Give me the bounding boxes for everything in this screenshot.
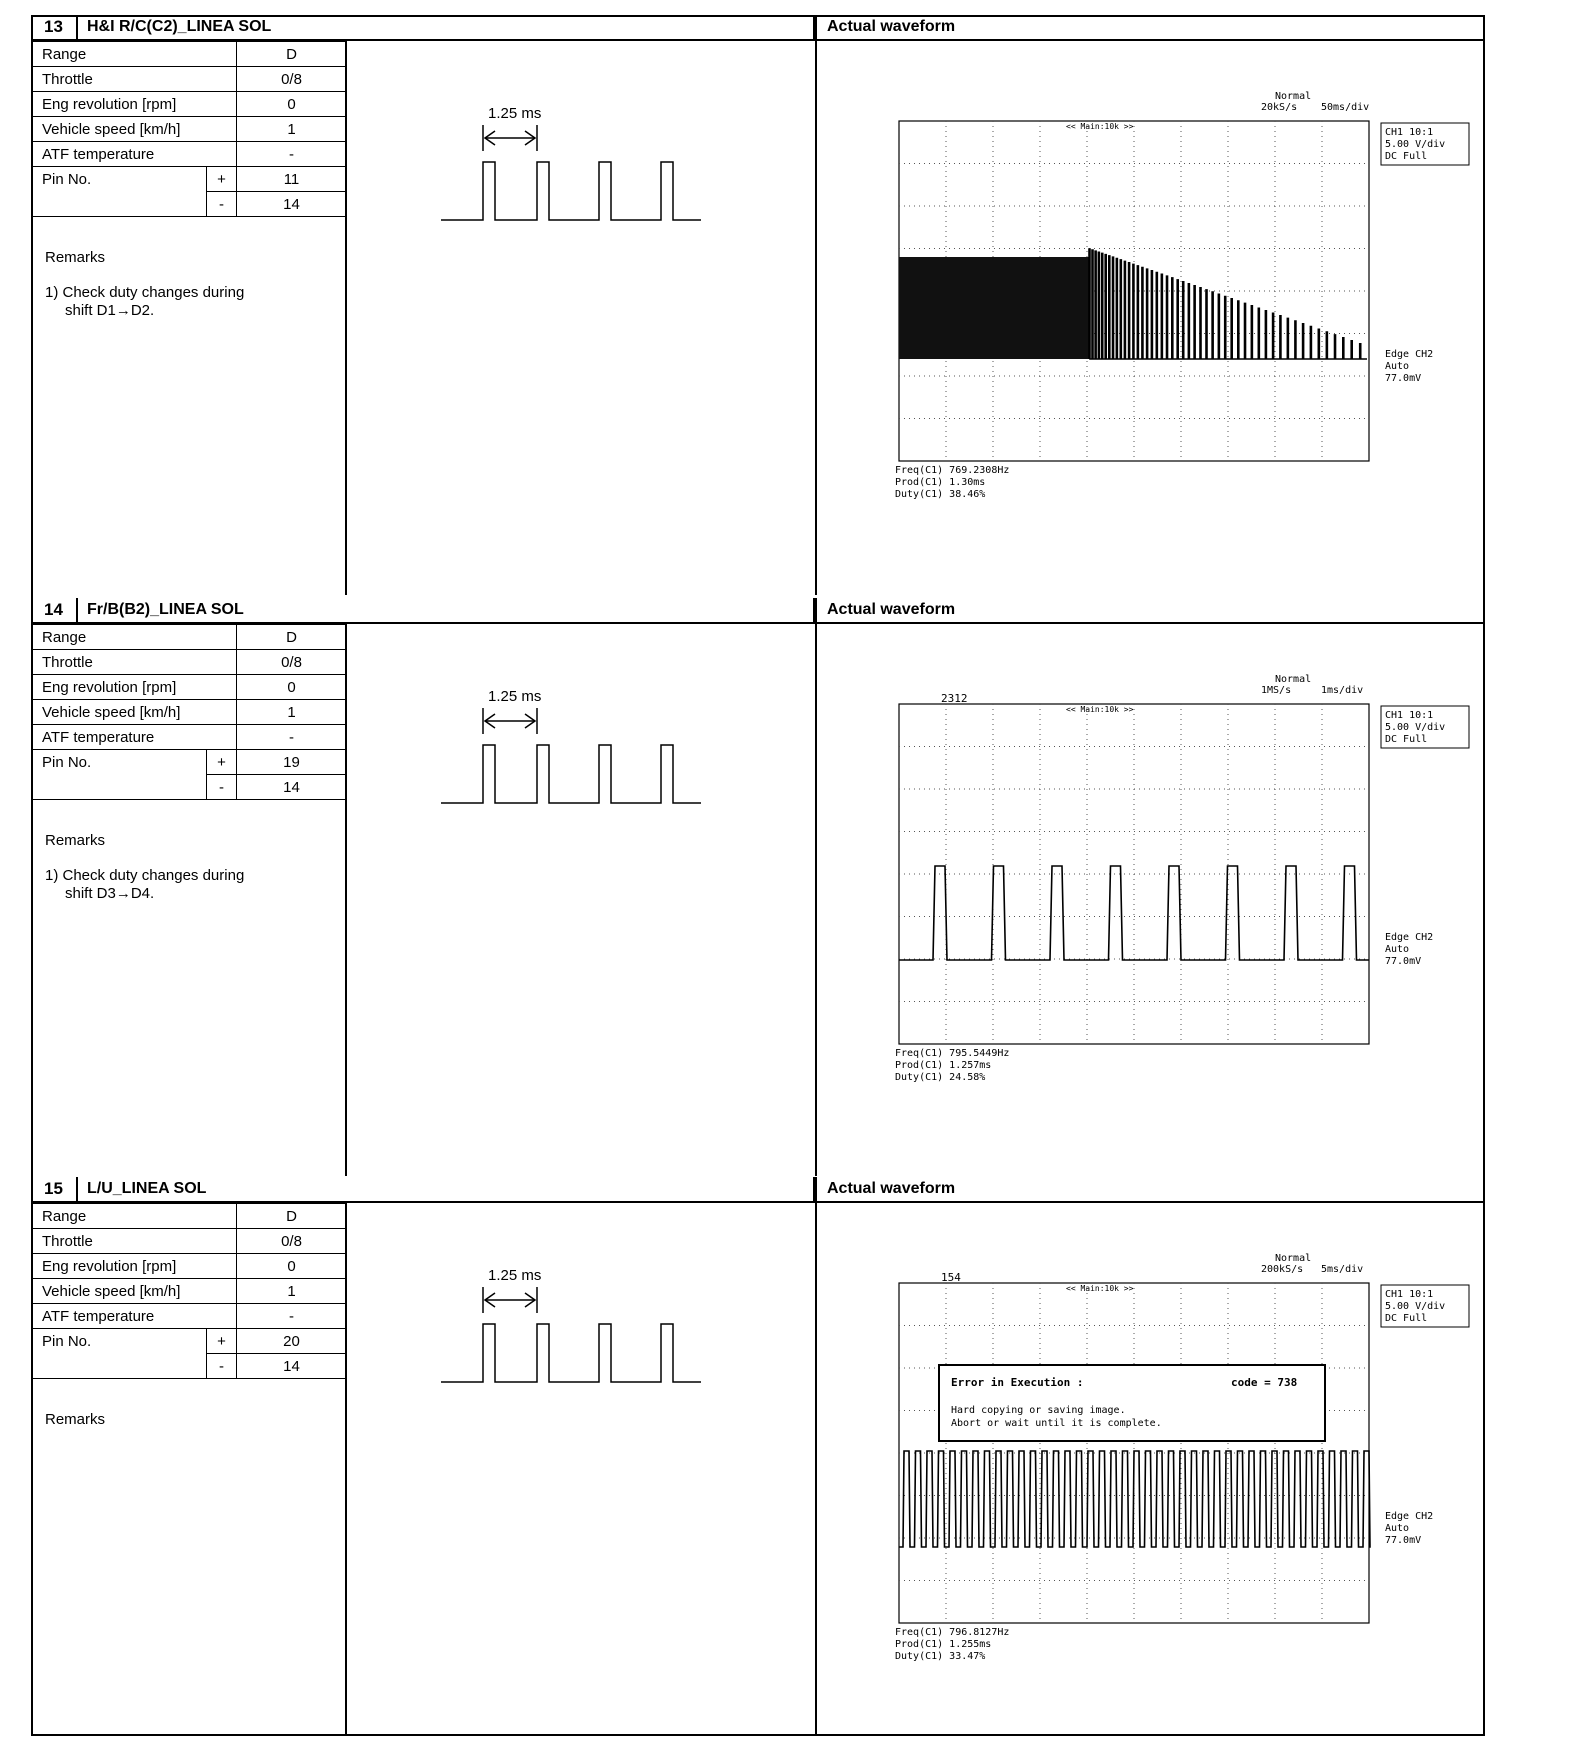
scope-mode: Normal (1275, 1253, 1312, 1264)
trigger-level: 77.0mV (1385, 1535, 1422, 1546)
scope-rate: 20kS/s (1261, 102, 1298, 113)
pin-minus-value: 14 (237, 1354, 347, 1379)
ch1-probe: CH1 10:1 (1385, 127, 1434, 138)
trace (899, 249, 1367, 359)
eng-revolution-value: 0 (237, 92, 347, 117)
section-title: L/U_LINEA SOL (87, 1180, 207, 1197)
trigger-mode: Auto (1385, 944, 1410, 955)
period-arrow (485, 714, 535, 728)
throttle-label: Throttle (32, 1229, 237, 1254)
trigger-edge: Edge CH2 (1385, 1511, 1434, 1522)
vehicle-speed-label: Vehicle speed [km/h] (32, 117, 237, 142)
ch1-vdiv: 5.00 V/div (1385, 1301, 1446, 1312)
range-label: Range (32, 42, 237, 67)
remarks-title: Remarks (45, 1411, 106, 1428)
vehicle-speed-value: 1 (237, 117, 347, 142)
throttle-value: 0/8 (237, 1229, 347, 1254)
scope-main: << Main:10k >> (1066, 1284, 1134, 1293)
ideal-waveform (441, 678, 701, 818)
pin-plus-value: 11 (237, 167, 347, 192)
duty-readout: Duty(C1) 24.58% (895, 1072, 986, 1082)
range-value: D (237, 42, 347, 67)
error-code: code = 738 (1231, 1376, 1298, 1389)
oscilloscope-capture (851, 662, 1471, 1082)
error-line: Abort or wait until it is complete. (951, 1418, 1162, 1429)
atf-temperature-label: ATF temperature (32, 1304, 237, 1329)
prod-readout: Prod(C1) 1.257ms (895, 1060, 992, 1071)
section-15 (31, 1177, 1485, 1736)
scope-mode: Normal (1275, 674, 1312, 685)
ch1-coupling: DC Full (1385, 1313, 1428, 1324)
scope-count: 154 (941, 1271, 961, 1284)
atf-temperature-value: - (237, 1304, 347, 1329)
section-13 (31, 15, 1485, 595)
scope-main: << Main:10k >> (1066, 122, 1134, 131)
trigger-level: 77.0mV (1385, 956, 1422, 967)
trigger-mode: Auto (1385, 361, 1410, 372)
ch1-vdiv: 5.00 V/div (1385, 722, 1446, 733)
trigger-level: 77.0mV (1385, 373, 1422, 384)
eng-revolution-label: Eng revolution [rpm] (32, 1254, 237, 1279)
remarks-title: Remarks (45, 249, 106, 266)
scope-rate: 1MS/s (1261, 685, 1292, 696)
actual-waveform-header: Actual waveform (815, 598, 1485, 624)
pin-plus-sign: + (207, 1329, 237, 1354)
section-14 (31, 598, 1485, 1176)
atf-temperature-label: ATF temperature (32, 725, 237, 750)
ch1-probe: CH1 10:1 (1385, 710, 1434, 721)
scope-rate: 200kS/s (1261, 1264, 1304, 1275)
actual-waveform-header: Actual waveform (815, 1177, 1485, 1203)
remarks-line: shift D3→D4. (65, 885, 155, 902)
condition-table (31, 41, 347, 217)
remarks (45, 1411, 105, 1446)
section-header (31, 598, 815, 624)
eng-revolution-label: Eng revolution [rpm] (32, 92, 237, 117)
throttle-label: Throttle (32, 650, 237, 675)
ideal-waveform (441, 95, 701, 235)
trigger-mode: Auto (1385, 1523, 1410, 1534)
pin-minus-value: 14 (237, 775, 347, 800)
section-title: Fr/B(B2)_LINEA SOL (87, 601, 244, 618)
remarks-line: 1) Check duty changes during (45, 284, 245, 301)
freq-readout: Freq(C1) 795.5449Hz (895, 1048, 1010, 1059)
ch1-probe: CH1 10:1 (1385, 1289, 1434, 1300)
eng-revolution-value: 0 (237, 675, 347, 700)
period-arrow (485, 1293, 535, 1307)
vehicle-speed-label: Vehicle speed [km/h] (32, 1279, 237, 1304)
scope-count: 2312 (941, 692, 968, 705)
eng-revolution-label: Eng revolution [rpm] (32, 675, 237, 700)
atf-temperature-value: - (237, 142, 347, 167)
column-divider (815, 1177, 817, 1736)
pin-no-label: Pin No. (32, 1329, 207, 1379)
pin-plus-value: 20 (237, 1329, 347, 1354)
trigger-edge: Edge CH2 (1385, 932, 1434, 943)
remarks (45, 832, 244, 903)
scope-grid (899, 704, 1369, 1044)
period-arrow (485, 131, 535, 145)
pulse-train (441, 1324, 701, 1382)
pin-minus-sign: - (207, 1354, 237, 1379)
range-label: Range (32, 625, 237, 650)
pulse-train (441, 162, 701, 220)
vehicle-speed-label: Vehicle speed [km/h] (32, 700, 237, 725)
pin-plus-sign: + (207, 167, 237, 192)
error-line: Hard copying or saving image. (951, 1405, 1126, 1416)
column-divider (815, 598, 817, 1176)
range-label: Range (32, 1204, 237, 1229)
section-header (31, 15, 815, 41)
vehicle-speed-value: 1 (237, 700, 347, 725)
section-header (31, 1177, 815, 1203)
trace (899, 866, 1369, 960)
pulse-train (441, 745, 701, 803)
ideal-waveform (441, 1257, 701, 1397)
scope-mode: Normal (1275, 91, 1312, 102)
trigger-edge: Edge CH2 (1385, 349, 1434, 360)
ch1-coupling: DC Full (1385, 734, 1428, 745)
dense-burst (899, 257, 1089, 359)
pin-no-label: Pin No. (32, 167, 207, 217)
eng-revolution-value: 0 (237, 1254, 347, 1279)
condition-table (31, 624, 347, 800)
scope-timebase: 50ms/div (1321, 102, 1370, 113)
period-label: 1.25 ms (488, 1267, 542, 1284)
scope-main: << Main:10k >> (1066, 705, 1134, 714)
condition-table (31, 1203, 347, 1379)
range-value: D (237, 625, 347, 650)
remarks-line: 1) Check duty changes during (45, 867, 245, 884)
waveform-trace (1089, 249, 1367, 359)
remarks-title: Remarks (45, 832, 106, 849)
atf-temperature-label: ATF temperature (32, 142, 237, 167)
scope-timebase: 5ms/div (1321, 1264, 1364, 1275)
pin-minus-sign: - (207, 775, 237, 800)
section-number: 14 (31, 598, 78, 622)
pin-plus-sign: + (207, 750, 237, 775)
scope-timebase: 1ms/div (1321, 685, 1364, 696)
pin-minus-sign: - (207, 192, 237, 217)
atf-temperature-value: - (237, 725, 347, 750)
error-title: Error in Execution : (951, 1376, 1084, 1389)
period-label: 1.25 ms (488, 688, 542, 705)
range-value: D (237, 1204, 347, 1229)
pin-plus-value: 19 (237, 750, 347, 775)
period-label: 1.25 ms (488, 105, 542, 122)
duty-readout: Duty(C1) 38.46% (895, 489, 986, 499)
duty-readout: Duty(C1) 33.47% (895, 1651, 986, 1661)
freq-readout: Freq(C1) 796.8127Hz (895, 1627, 1010, 1638)
section-title: H&I R/C(C2)_LINEA SOL (87, 18, 272, 35)
actual-waveform-header: Actual waveform (815, 15, 1485, 41)
throttle-value: 0/8 (237, 67, 347, 92)
remarks (45, 249, 244, 320)
prod-readout: Prod(C1) 1.255ms (895, 1639, 992, 1650)
pin-minus-value: 14 (237, 192, 347, 217)
ch1-coupling: DC Full (1385, 151, 1428, 162)
prod-readout: Prod(C1) 1.30ms (895, 477, 986, 488)
throttle-value: 0/8 (237, 650, 347, 675)
oscilloscope-capture (851, 1241, 1471, 1661)
remarks-line: shift D1→D2. (65, 302, 155, 319)
column-divider (815, 15, 817, 595)
ch1-vdiv: 5.00 V/div (1385, 139, 1446, 150)
waveform-trace (899, 866, 1369, 960)
freq-readout: Freq(C1) 769.2308Hz (895, 465, 1010, 476)
throttle-label: Throttle (32, 67, 237, 92)
pin-no-label: Pin No. (32, 750, 207, 800)
section-number: 13 (31, 15, 78, 39)
vehicle-speed-value: 1 (237, 1279, 347, 1304)
oscilloscope-capture (851, 79, 1471, 499)
section-number: 15 (31, 1177, 78, 1201)
